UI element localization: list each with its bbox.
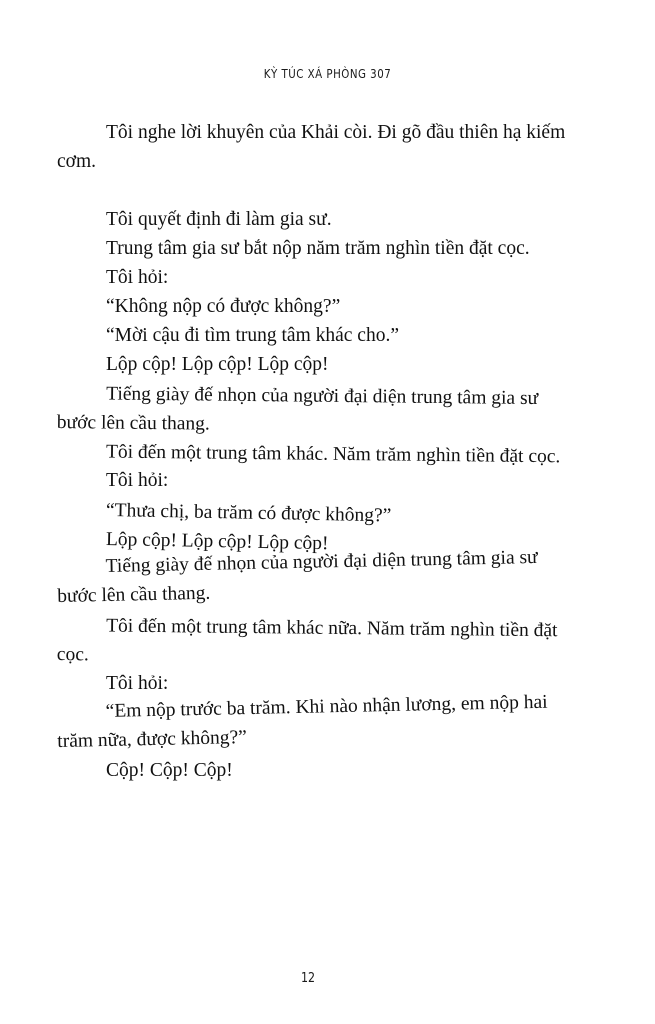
paragraph: Trung tâm gia sư bắt nộp năm trăm nghìn tiền đặt cọc. xyxy=(106,238,530,259)
paragraph: Tôi hỏi: xyxy=(106,470,169,491)
paragraph: Tiếng giày đế nhọn của người đại diện trung tâm gia sư bước lên cầu thang. xyxy=(57,546,538,607)
paragraph: “Không nộp có được không?” xyxy=(106,296,341,317)
page-body xyxy=(57,118,582,785)
paragraph: Tiếng giày đế nhọn của người đại diện trung tâm gia sư bước lên cầu thang. xyxy=(56,383,539,435)
paragraph: Tôi hỏi: xyxy=(106,267,169,288)
page-number: 12 xyxy=(300,971,316,986)
paragraph: Tôi nghe lời khuyên của Khải còi. Đi gõ đầu thiên hạ kiếm cơm. xyxy=(57,122,566,172)
paragraph: Tôi đến một trung tâm khác. Năm trăm nghìn tiền đặt cọc. xyxy=(105,441,561,468)
paragraph: Lộp cộp! Lộp cộp! Lộp cộp! xyxy=(105,528,329,555)
paragraph: Tôi đến một trung tâm khác nữa. Năm trăm nghìn tiền đặt cọc. xyxy=(56,615,558,666)
paragraph: “Mời cậu đi tìm trung tâm khác cho.” xyxy=(106,325,399,346)
paragraph: Cộp! Cộp! Cộp! xyxy=(106,760,233,781)
paragraph: Tôi quyết định đi làm gia sư. xyxy=(106,209,332,230)
paragraph: “Em nộp trước ba trăm. Khi nào nhận lương, em nộp hai trăm nữa, được không?” xyxy=(57,691,548,752)
paragraph: “Thưa chị, ba trăm có được không?” xyxy=(105,499,392,527)
paragraph: Lộp cộp! Lộp cộp! Lộp cộp! xyxy=(106,354,329,375)
running-header: KỲ TÚC XÁ PHÒNG 307 xyxy=(263,66,392,81)
paragraph: Tôi hỏi: xyxy=(106,673,169,694)
